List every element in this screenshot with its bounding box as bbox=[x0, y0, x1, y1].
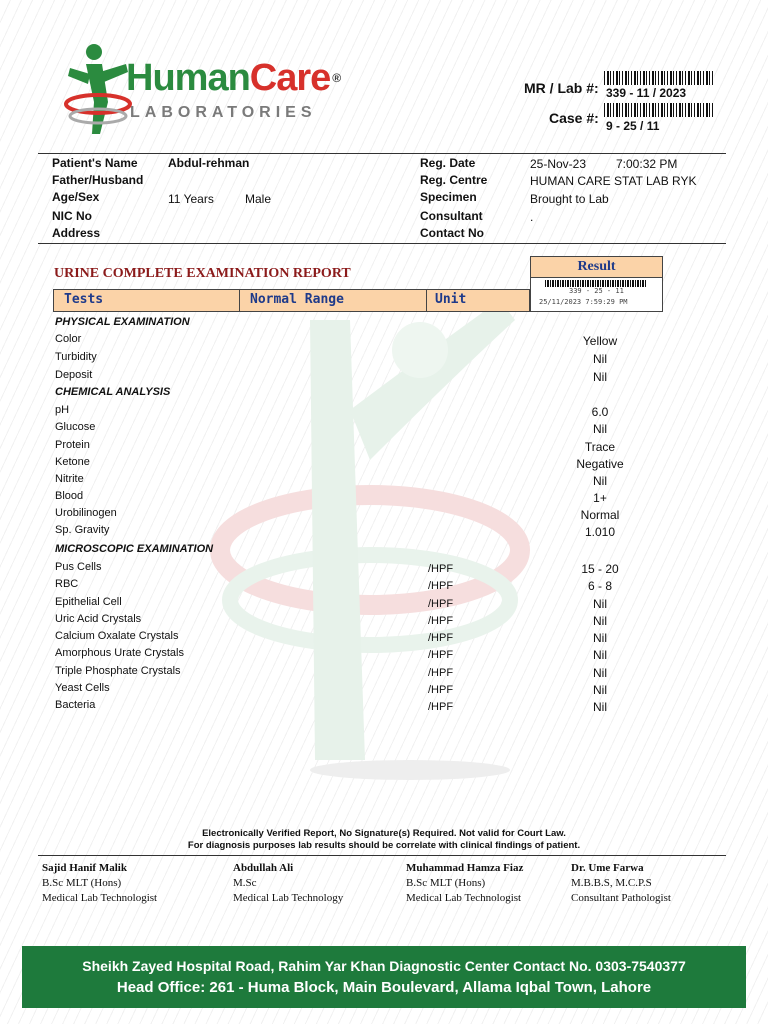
diagnosis-note: For diagnosis purposes lab results should be correlate with clinical findings of patient. bbox=[187, 840, 581, 851]
sex-value: Male bbox=[245, 192, 272, 206]
test-name: Calcium Oxalate Crystals bbox=[55, 630, 179, 642]
test-unit: /HPF bbox=[428, 667, 454, 679]
age-sex-label: Age/Sex bbox=[52, 190, 100, 204]
father-label: Father/Husband bbox=[52, 173, 144, 187]
test-result: 15 - 20 bbox=[581, 562, 619, 576]
watermark-logo-icon bbox=[200, 290, 540, 790]
signatory-degree: M.Sc bbox=[233, 877, 257, 889]
case-label: Case #: bbox=[549, 110, 599, 126]
signatory-name: Abdullah Ali bbox=[233, 862, 294, 874]
test-result: Nil bbox=[593, 666, 607, 680]
test-unit: /HPF bbox=[428, 684, 454, 696]
report-title: URINE COMPLETE EXAMINATION REPORT bbox=[54, 266, 351, 281]
specimen-value: Brought to Lab bbox=[530, 192, 609, 206]
divider bbox=[38, 153, 726, 154]
consultant-value: . bbox=[530, 210, 534, 224]
brand-human: Human bbox=[126, 57, 250, 99]
test-name: Urobilinogen bbox=[55, 507, 117, 519]
divider bbox=[38, 855, 726, 856]
result-barcode-text: 339 - 25 - 11 bbox=[569, 287, 624, 295]
test-unit: /HPF bbox=[428, 701, 454, 713]
test-result: Nil bbox=[593, 422, 607, 436]
registered-mark: ® bbox=[332, 71, 341, 85]
test-unit: /HPF bbox=[428, 563, 454, 575]
address-label: Address bbox=[52, 226, 101, 240]
test-name: Yeast Cells bbox=[55, 682, 110, 694]
section-physical: PHYSICAL EXAMINATION bbox=[55, 316, 190, 328]
test-unit: /HPF bbox=[428, 615, 454, 627]
result-barcode bbox=[545, 280, 647, 287]
signatory-degree: M.B.B.S, M.C.P.S bbox=[571, 877, 652, 889]
signatory-title: Medical Lab Technologist bbox=[406, 892, 522, 904]
section-chemical: CHEMICAL ANALYSIS bbox=[55, 386, 171, 398]
test-name: Triple Phosphate Crystals bbox=[55, 665, 181, 677]
result-box bbox=[530, 256, 663, 312]
signatory-title: Medical Lab Technology bbox=[233, 892, 344, 904]
test-name: Deposit bbox=[55, 369, 93, 381]
brand-care: Care bbox=[249, 57, 331, 99]
signatory-degree: B.Sc MLT (Hons) bbox=[42, 877, 122, 889]
test-name: Blood bbox=[55, 490, 84, 502]
test-name: RBC bbox=[55, 578, 79, 590]
contact-label: Contact No bbox=[420, 226, 484, 240]
mr-label: MR / Lab #: bbox=[524, 80, 599, 96]
footer-address-line: Sheikh Zayed Hospital Road, Rahim Yar Khan Diagnostic Center Contact No. 0303-7540377 bbox=[82, 958, 686, 974]
col-normal-range: Normal Range bbox=[239, 290, 430, 311]
reg-date-value: 25-Nov-23 bbox=[530, 157, 587, 171]
verification-note: Electronically Verified Report, No Signature(s) Required. Not valid for Court Law. bbox=[202, 828, 566, 839]
test-unit: /HPF bbox=[428, 649, 454, 661]
test-name: Sp. Gravity bbox=[55, 524, 110, 536]
case-value: 9 - 25 / 11 bbox=[606, 119, 660, 133]
test-result: Trace bbox=[584, 440, 616, 454]
test-name: Ketone bbox=[55, 456, 90, 468]
divider bbox=[38, 243, 726, 244]
specimen-label: Specimen bbox=[420, 190, 477, 204]
test-result: Nil bbox=[593, 700, 607, 714]
signatory-name: Sajid Hanif Malik bbox=[42, 862, 127, 874]
signatory bbox=[42, 861, 157, 906]
test-name: Bacteria bbox=[55, 699, 96, 711]
signatory-name: Muhammad Hamza Fiaz bbox=[406, 862, 524, 874]
test-name: Protein bbox=[55, 439, 90, 451]
footer-band bbox=[22, 946, 746, 1008]
test-result: Nil bbox=[593, 648, 607, 662]
signatory bbox=[406, 861, 523, 906]
test-name: Color bbox=[55, 333, 82, 345]
mr-barcode bbox=[604, 71, 714, 85]
test-name: Pus Cells bbox=[55, 561, 102, 573]
col-unit: Unit bbox=[426, 290, 530, 311]
brand-name bbox=[126, 56, 340, 100]
mr-value: 339 - 11 / 2023 bbox=[606, 86, 687, 100]
test-result: Nil bbox=[593, 614, 607, 628]
reg-centre-value: HUMAN CARE STAT LAB RYK bbox=[530, 174, 697, 188]
test-name: Glucose bbox=[55, 421, 96, 433]
table-header bbox=[53, 289, 530, 312]
test-unit: /HPF bbox=[428, 598, 454, 610]
test-name: Amorphous Urate Crystals bbox=[55, 647, 184, 659]
test-result: Negative bbox=[576, 457, 624, 471]
test-result: 6 - 8 bbox=[587, 579, 612, 593]
test-name: Epithelial Cell bbox=[55, 596, 122, 608]
col-tests: Tests bbox=[64, 292, 104, 307]
test-result: 1+ bbox=[593, 491, 607, 505]
result-timestamp: 25/11/2023 7:59:29 PM bbox=[539, 298, 628, 306]
test-unit: /HPF bbox=[428, 632, 454, 644]
consultant-label: Consultant bbox=[420, 209, 483, 223]
brand-subtitle: LABORATORIES bbox=[130, 104, 317, 121]
test-unit: /HPF bbox=[428, 580, 454, 592]
test-result: 1.010 bbox=[584, 525, 616, 539]
test-result: Nil bbox=[593, 597, 607, 611]
test-result: Nil bbox=[593, 370, 607, 384]
patient-name-label: Patient's Name bbox=[52, 156, 138, 170]
col-result: Result bbox=[531, 257, 662, 278]
section-microscopic: MICROSCOPIC EXAMINATION bbox=[55, 543, 214, 555]
test-result: Nil bbox=[593, 683, 607, 697]
reg-centre-label: Reg. Centre bbox=[420, 173, 488, 187]
footer-head-office-line: Head Office: 261 - Huma Block, Main Boulevard, Allama Iqbal Town, Lahore bbox=[116, 979, 652, 996]
signatory bbox=[233, 861, 343, 906]
test-result: Nil bbox=[593, 631, 607, 645]
patient-name-value: Abdul-rehman bbox=[168, 156, 250, 170]
test-result: 6.0 bbox=[591, 405, 609, 419]
signatory bbox=[571, 861, 671, 906]
test-result: Normal bbox=[580, 508, 620, 522]
nic-label: NIC No bbox=[52, 209, 92, 223]
case-barcode bbox=[604, 103, 714, 117]
test-name: Turbidity bbox=[55, 351, 97, 363]
test-result: Nil bbox=[593, 352, 607, 366]
test-name: pH bbox=[55, 404, 70, 416]
age-value: 11 Years bbox=[168, 192, 214, 206]
test-name: Nitrite bbox=[55, 473, 84, 485]
signatory-name: Dr. Ume Farwa bbox=[571, 862, 644, 874]
test-result: Yellow bbox=[582, 334, 618, 348]
signatory-title: Medical Lab Technologist bbox=[42, 892, 158, 904]
signatory-degree: B.Sc MLT (Hons) bbox=[406, 877, 486, 889]
test-result: Nil bbox=[593, 474, 607, 488]
reg-time-value: 7:00:32 PM bbox=[616, 157, 678, 171]
test-name: Uric Acid Crystals bbox=[55, 613, 142, 625]
reg-date-label: Reg. Date bbox=[420, 156, 476, 170]
signatory-title: Consultant Pathologist bbox=[571, 892, 671, 904]
